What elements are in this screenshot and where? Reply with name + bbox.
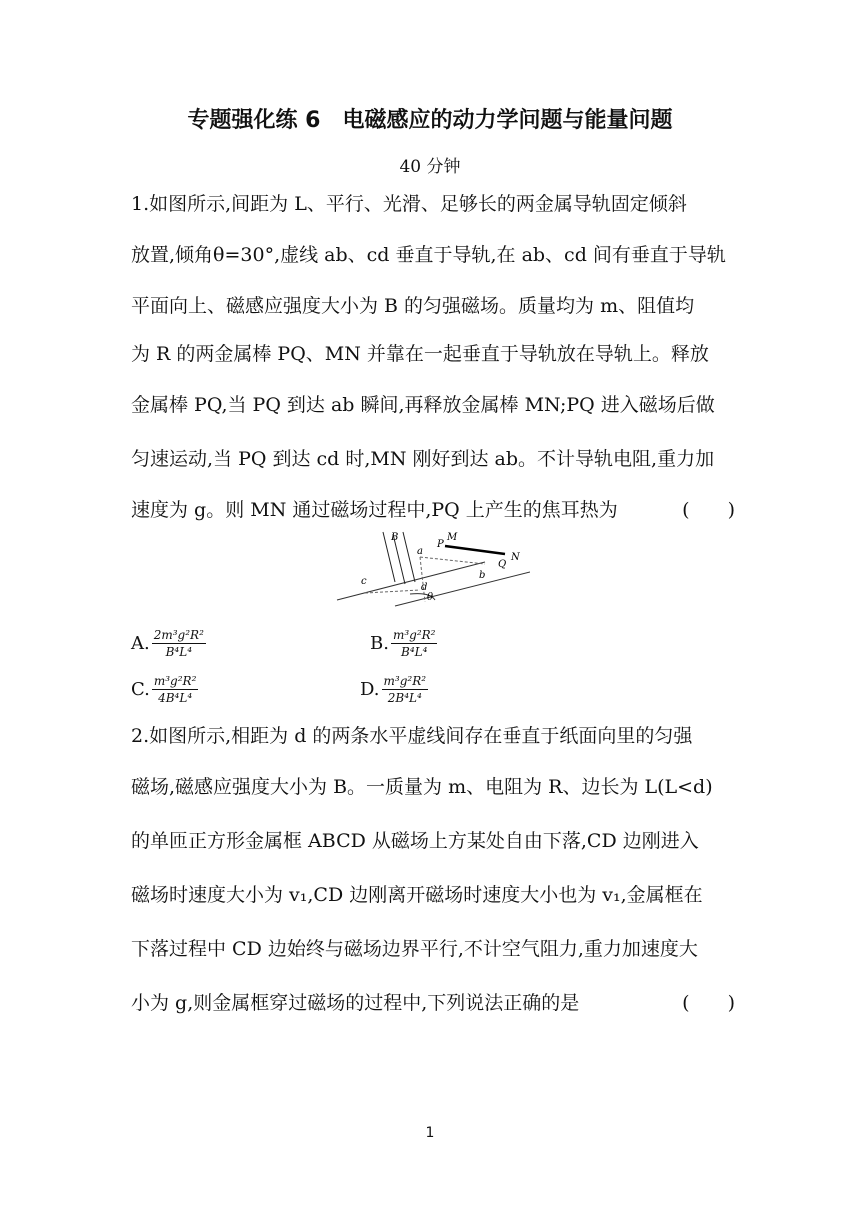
fraction-numerator: 2m³g²R² — [153, 628, 204, 642]
answer-bracket: ( ) — [682, 499, 735, 521]
label-N: N — [511, 552, 520, 563]
option-fraction — [382, 674, 429, 705]
page-title: 专题强化练 6 电磁感应的动力学问题与能量问题 — [187, 108, 673, 133]
q1-line: 速度为 g。则 MN 通过磁场过程中,PQ 上产生的焦耳热为 — [131, 499, 618, 521]
option-label: A. — [131, 633, 150, 654]
q1-line: 金属棒 PQ,当 PQ 到达 ab 瞬间,再释放金属棒 MN;PQ 进入磁场后做 — [131, 394, 715, 416]
option-label: C. — [131, 679, 150, 700]
q2-last-line — [131, 976, 735, 1030]
q1-line: 1.如图所示,间距为 L、平行、光滑、足够长的两金属导轨固定倾斜 — [131, 193, 687, 215]
option-label: B. — [370, 633, 389, 654]
page-number: 1 — [425, 1125, 435, 1141]
q2-line: 的单匝正方形金属框 ABCD 从磁场上方某处自由下落,CD 边刚进入 — [131, 830, 699, 852]
fraction-denominator: B⁴L⁴ — [401, 645, 428, 659]
q1-line: 放置,倾角θ=30°,虚线 ab、cd 垂直于导轨,在 ab、cd 间有垂直于导轨 — [131, 244, 726, 266]
label-Q: Q — [498, 559, 507, 570]
q2-line: 小为 g,则金属框穿过磁场的过程中,下列说法正确的是 — [131, 992, 580, 1014]
fraction-denominator: B⁴L⁴ — [165, 645, 193, 659]
label-theta: θ — [427, 592, 434, 603]
label-b: b — [479, 570, 486, 581]
label-P: P — [437, 539, 444, 550]
option-fraction — [152, 628, 206, 659]
option-c[interactable] — [131, 674, 198, 705]
option-label: D. — [360, 679, 380, 700]
label-d: d — [421, 582, 428, 593]
label-a: a — [417, 546, 423, 557]
q1-line: 为 R 的两金属棒 PQ、MN 并靠在一起垂直于导轨放在导轨上。释放 — [131, 343, 709, 365]
rail-diagram — [335, 522, 530, 612]
question-1 — [131, 180, 735, 534]
label-B: B — [391, 532, 399, 543]
option-fraction — [391, 628, 438, 659]
label-M: M — [447, 532, 458, 543]
q1-line: 匀速运动,当 PQ 到达 cd 时,MN 刚好到达 ab。不计导轨电阻,重力加 — [131, 448, 715, 470]
option-b[interactable] — [370, 628, 437, 659]
fraction-denominator: 4B⁴L⁴ — [158, 691, 193, 705]
fraction-denominator: 2B⁴L⁴ — [387, 691, 422, 705]
q2-line: 2.如图所示,相距为 d 的两条水平虚线间存在垂直于纸面向里的匀强 — [131, 725, 693, 747]
question-2 — [131, 712, 735, 1030]
q2-line: 磁场时速度大小为 v₁,CD 边刚离开磁场时速度大小也为 v₁,金属框在 — [131, 884, 703, 906]
answer-bracket: ( ) — [682, 992, 735, 1014]
option-fraction — [152, 674, 199, 705]
q1-line: 平面向上、磁感应强度大小为 B 的匀强磁场。质量均为 m、阻值均 — [131, 295, 695, 317]
q2-line: 磁场,磁感应强度大小为 B。一质量为 m、电阻为 R、边长为 L(L<d) — [131, 776, 713, 798]
q2-line: 下落过程中 CD 边始终与磁场边界平行,不计空气阻力,重力加速度大 — [131, 938, 698, 960]
fraction-numerator: m³g²R² — [383, 674, 427, 688]
fraction-numerator: m³g²R² — [153, 674, 197, 688]
fraction-numerator: m³g²R² — [392, 628, 436, 642]
option-a[interactable] — [131, 628, 206, 659]
option-d[interactable] — [360, 674, 428, 705]
label-c: c — [361, 576, 367, 587]
time-limit: 40 分钟 — [399, 157, 461, 177]
